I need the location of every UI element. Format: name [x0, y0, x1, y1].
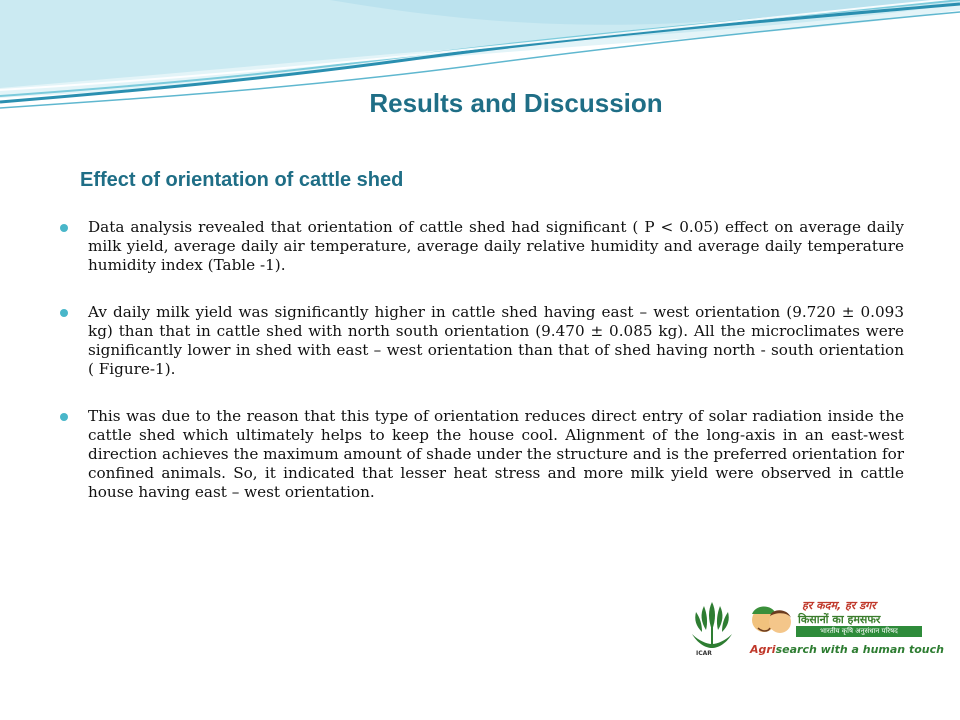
- bullet-list: [58, 218, 904, 530]
- icar-label: ICAR: [696, 650, 712, 657]
- tagline-agri: Agri: [750, 643, 776, 656]
- slide-title: Results and Discussion: [369, 88, 663, 118]
- icar-wheat-logo-icon: [686, 596, 738, 662]
- hindi-tagline-line2: किसानों का हमसफर: [798, 613, 881, 626]
- bullet-text: Av daily milk yield was significantly higher in cattle shed having east – west orientation (9.720 ± 0.093 kg) than that in cattle shed with north south orientation (9.470 ± 0.085 kg). All the microclimates were significantly lower in shed with east – west orientation than that of shed having north - south orientation ( Figure-1).: [88, 303, 904, 378]
- bullet-item: [58, 218, 904, 275]
- footer-logos: [686, 596, 944, 662]
- bullet-text: This was due to the reason that this type of orientation reduces direct entry of solar radiation inside the cattle shed which ultimately helps to keep the house cool. Alignment of the long-axis in an east-west direction achieves the maximum amount of shade under the structure and is the preferred orientation for confined animals. So, it indicated that lesser heat stress and more milk yield were observed in cattle house having east – west orientation.: [88, 407, 904, 501]
- tagline-search: search with a: [775, 643, 863, 656]
- bullet-item: [58, 407, 904, 502]
- bullet-dot-icon: [60, 413, 68, 421]
- bullet-dot-icon: [60, 309, 68, 317]
- tagline-human-touch: human touch: [862, 643, 944, 656]
- hindi-council-band: भारतीय कृषि अनुसंधान परिषद: [796, 626, 922, 637]
- hindi-tagline-line1: हर कदम, हर डगर: [802, 599, 876, 612]
- slide-subtitle: Effect of orientation of cattle shed: [80, 169, 404, 191]
- english-tagline: [750, 643, 944, 656]
- bullet-text: Data analysis revealed that orientation of cattle shed had significant ( P < 0.05) effect on average daily milk yield, average daily air temperature, average daily relative humidity and average daily temperature humidity index (Table -1).: [88, 218, 904, 274]
- bullet-item: [58, 303, 904, 379]
- bullet-dot-icon: [60, 224, 68, 232]
- farmer-faces-logo-icon: [748, 598, 794, 642]
